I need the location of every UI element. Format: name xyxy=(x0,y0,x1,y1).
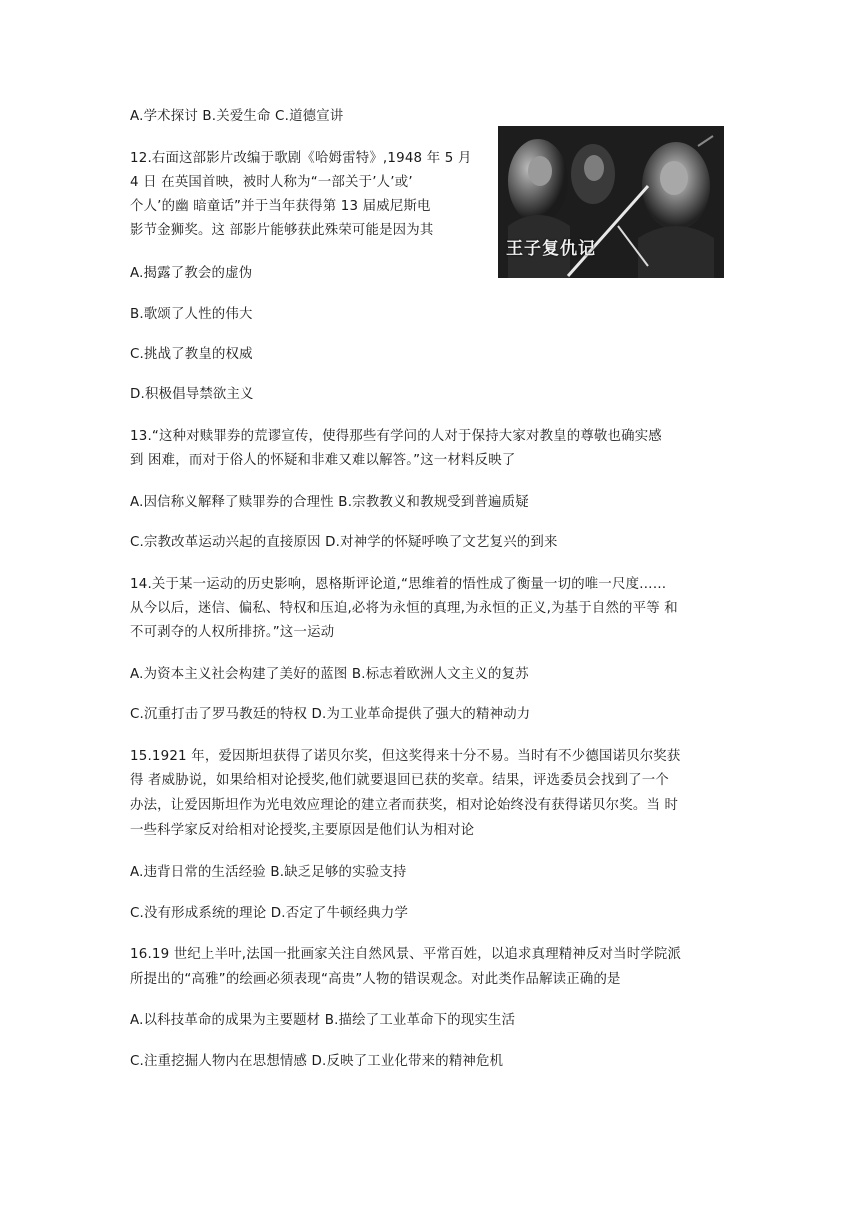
q14-stem-line-3: 不可剥夺的人权所排挤。”这一运动 xyxy=(130,625,335,640)
q14-options-line-1: A.为资本主义社会构建了美好的蓝图 B.标志着欧洲人文主义的复苏 xyxy=(130,667,529,682)
q14-options-line-2: C.沉重打击了罗马教廷的特权 D.为工业革命提供了强大的精神动力 xyxy=(130,707,531,722)
q13-stem-line-2: 到 困难，而对于俗人的怀疑和非难又难以解答。”这一材料反映了 xyxy=(130,453,516,468)
q15-stem-line-4: 一些科学家反对给相对论授奖,主要原因是他们认为相对论 xyxy=(130,823,475,838)
q12-option-a: A.揭露了教会的虚伪 xyxy=(130,266,253,281)
q11-options: A.学术探讨 B.关爱生命 C.道德宣讲 xyxy=(130,109,344,124)
q15-options-line-2: C.没有形成系统的理论 D.否定了牛顿经典力学 xyxy=(130,906,409,921)
q15-stem-line-3: 办法，让爱因斯坦作为光电效应理论的建立者而获奖，相对论始终没有获得诺贝尔奖。当 时 xyxy=(130,798,679,813)
hamlet-film-still xyxy=(498,126,724,278)
film-title-caption: 王子复仇记 xyxy=(506,239,596,259)
q16-stem-line-2: 所提出的“高雅”的绘画必须表现“高贵”人物的错误观念。对此类作品解读正确的是 xyxy=(130,972,621,987)
q12-option-c: C.挑战了教皇的权威 xyxy=(130,347,253,362)
q13-stem-line-1: 13.“这种对赎罪券的荒谬宣传，使得那些有学问的人对于保持大家对教皇的尊敬也确实感 xyxy=(130,429,662,444)
q16-stem-line-1: 16.19 世纪上半叶,法国一批画家关注自然风景、平常百姓，以追求真理精神反对当时学院派 xyxy=(130,947,682,962)
q15-stem-line-2: 得 者威胁说，如果给相对论授奖,他们就要退回已获的奖章。结果，评选委员会找到了一个 xyxy=(130,773,669,788)
q13-options-line-1: A.因信称义解释了赎罪券的合理性 B.宗教教义和教规受到普遍质疑 xyxy=(130,495,529,510)
q16-options-line-2: C.注重挖掘人物内在思想情感 D.反映了工业化带来的精神危机 xyxy=(130,1054,504,1069)
q15-options-line-1: A.违背日常的生活经验 B.缺乏足够的实验支持 xyxy=(130,865,407,880)
q15-stem-line-1: 15.1921 年，爱因斯坦获得了诺贝尔奖，但这奖得来十分不易。当时有不少德国诺贝尔奖获 xyxy=(130,749,681,764)
q12-stem-line-2: 4 日 在英国首映，被时人称为“一部关于’人’或’ xyxy=(130,175,413,190)
q12-option-b: B.歌颂了人性的伟大 xyxy=(130,307,253,322)
q16-options-line-1: A.以科技革命的成果为主要题材 B.描绘了工业革命下的现实生活 xyxy=(130,1013,516,1028)
q12-stem-line-3: 个人’的幽 暗童话”并于当年获得第 13 届威尼斯电 xyxy=(130,199,431,214)
q12-stem-line-1: 12.右面这部影片改编于歌剧《哈姆雷特》,1948 年 5 月 xyxy=(130,151,472,166)
q13-options-line-2: C.宗教改革运动兴起的直接原因 D.对神学的怀疑呼唤了文艺复兴的到来 xyxy=(130,535,558,550)
q14-stem-line-2: 从今以后，迷信、偏私、特权和压迫,必将为永恒的真理,为永恒的正义,为基于自然的平等 和 xyxy=(130,601,678,616)
q12-option-d: D.积极倡导禁欲主义 xyxy=(130,387,254,402)
q14-stem-line-1: 14.关于某一运动的历史影响，恩格斯评论道,“思维着的悟性成了衡量一切的唯一尺度…… xyxy=(130,577,667,592)
q12-stem-line-4: 影节金狮奖。这 部影片能够获此殊荣可能是因为其 xyxy=(130,223,434,238)
